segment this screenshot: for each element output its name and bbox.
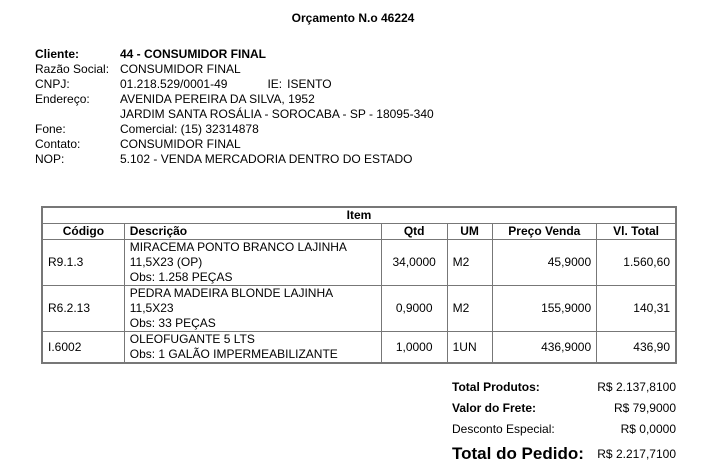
- items-table: [41, 206, 677, 364]
- cell-qtd: 0,9000: [381, 286, 447, 332]
- column-header-qtd: Qtd: [381, 224, 447, 240]
- document-title: Orçamento N.o 46224: [291, 11, 415, 25]
- cnpj-label: CNPJ:: [35, 77, 70, 91]
- cell-descricao: [124, 240, 381, 286]
- total-produtos-value: R$ 2.137,8100: [597, 380, 676, 394]
- razao-label: Razão Social:: [35, 62, 110, 76]
- cell-total: 436,90: [597, 332, 676, 364]
- descricao-obs: Obs: 33 PEÇAS: [129, 316, 216, 330]
- desconto-value: R$ 0,0000: [620, 422, 676, 436]
- client-info: [35, 47, 434, 167]
- table-row: [42, 286, 676, 332]
- cliente-value: 44 - CONSUMIDOR FINAL: [120, 47, 267, 61]
- table-row: [42, 240, 676, 286]
- info-row-endereco: [35, 92, 434, 107]
- desconto-row: [452, 419, 676, 440]
- cell-descricao: [124, 332, 381, 364]
- valor-frete-label: Valor do Frete:: [452, 401, 537, 415]
- cnpj-value: 01.218.529/0001-49: [120, 77, 228, 91]
- contato-value: CONSUMIDOR FINAL: [120, 137, 241, 151]
- column-header-preco: Preço Venda: [492, 224, 597, 240]
- table-group-header-row: [42, 207, 676, 224]
- descricao-line: PEDRA MADEIRA BLONDE LAJINHA 11,5X23: [129, 286, 333, 315]
- endereco-line1: AVENIDA PEREIRA DA SILVA, 1952: [120, 92, 315, 106]
- cell-codigo: R6.2.13: [42, 286, 124, 332]
- info-row-endereco2: [35, 107, 434, 122]
- total-pedido-row: [452, 440, 676, 466]
- cell-preco: 45,9000: [492, 240, 597, 286]
- total-produtos-row: [452, 377, 676, 398]
- cell-total: 140,31: [597, 286, 676, 332]
- nop-value: 5.102 - VENDA MERCADORIA DENTRO DO ESTADO: [120, 152, 413, 166]
- info-row-contato: [35, 137, 434, 152]
- cell-codigo: R9.1.3: [42, 240, 124, 286]
- contato-label: Contato:: [35, 137, 81, 151]
- table-row: [42, 332, 676, 364]
- total-pedido-label: Total do Pedido:: [452, 444, 584, 463]
- total-produtos-label: Total Produtos:: [452, 380, 540, 394]
- info-row-nop: [35, 152, 434, 167]
- info-row-cliente: [35, 47, 434, 62]
- item-group-header: Item: [42, 207, 676, 224]
- desconto-label: Desconto Especial:: [452, 422, 555, 436]
- cell-um: 1UN: [447, 332, 492, 364]
- table-header-row: [42, 224, 676, 240]
- fone-value: Comercial: (15) 32314878: [120, 122, 259, 136]
- ie-label: IE:: [267, 77, 283, 91]
- descricao-obs: Obs: 1 GALÃO IMPERMEABILIZANTE: [129, 347, 338, 361]
- cell-total: 1.560,60: [597, 240, 676, 286]
- total-pedido-value: R$ 2.217,7100: [597, 447, 676, 461]
- valor-frete-value: R$ 79,9000: [613, 401, 676, 415]
- nop-label: NOP:: [35, 152, 65, 166]
- descricao-line: OLEOFUGANTE 5 LTS: [129, 332, 255, 346]
- fone-label: Fone:: [35, 122, 66, 136]
- cell-um: M2: [447, 286, 492, 332]
- cell-codigo: I.6002: [42, 332, 124, 364]
- valor-frete-row: [452, 398, 676, 419]
- column-header-codigo: Código: [42, 224, 124, 240]
- cell-preco: 436,9000: [492, 332, 597, 364]
- info-row-razao: [35, 62, 434, 77]
- descricao-obs: Obs: 1.258 PEÇAS: [129, 270, 233, 284]
- info-row-fone: [35, 122, 434, 137]
- cell-qtd: 34,0000: [381, 240, 447, 286]
- column-header-um: UM: [447, 224, 492, 240]
- endereco-label: Endereço:: [35, 92, 90, 106]
- cell-um: M2: [447, 240, 492, 286]
- endereco-line2: JARDIM SANTA ROSÁLIA - SOROCABA - SP - 18095-340: [120, 107, 434, 121]
- totals-summary: [452, 377, 676, 466]
- column-header-descricao: Descrição: [124, 224, 381, 240]
- column-header-total: Vl. Total: [597, 224, 676, 240]
- cliente-label: Cliente:: [35, 47, 80, 61]
- cell-preco: 155,9000: [492, 286, 597, 332]
- descricao-line: 11,5X23 (OP): [129, 255, 203, 269]
- razao-value: CONSUMIDOR FINAL: [120, 62, 241, 76]
- descricao-line: MIRACEMA PONTO BRANCO LAJINHA: [129, 240, 347, 254]
- cell-descricao: [124, 286, 381, 332]
- ie-value: ISENTO: [287, 77, 332, 91]
- cell-qtd: 1,0000: [381, 332, 447, 364]
- info-row-cnpj: [35, 77, 434, 92]
